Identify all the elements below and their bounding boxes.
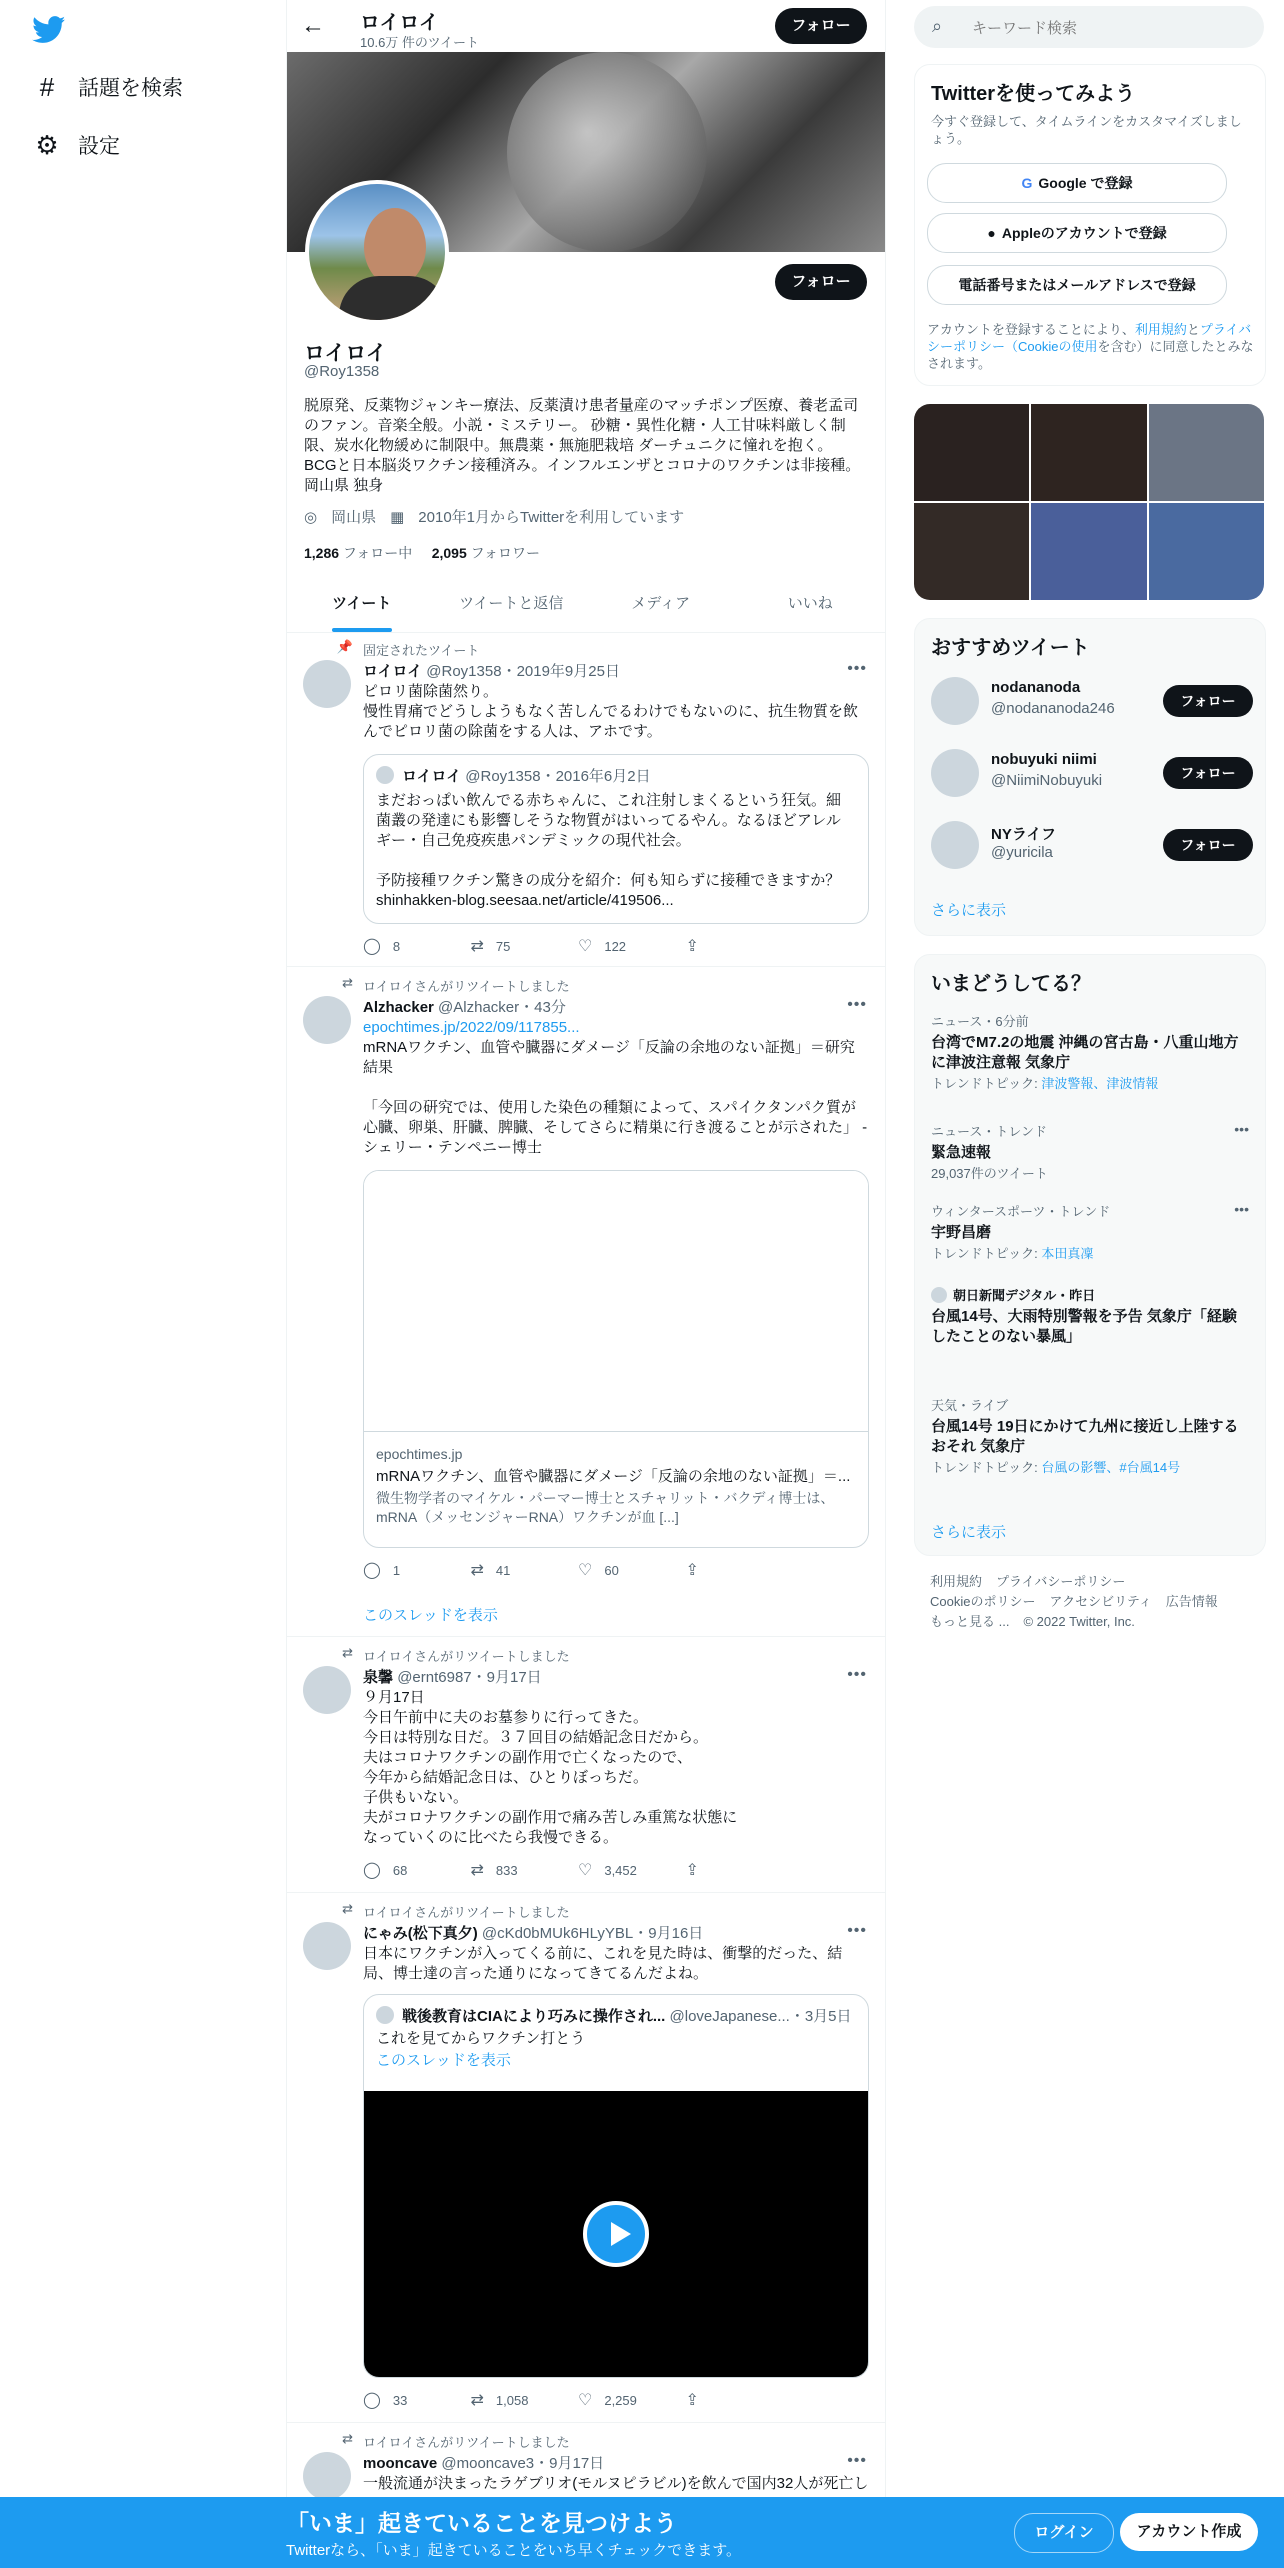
link-card-desc: 微生物学者のマイケル・パーマー博士とスチャリット・バクディ博士は、mRNA（メッセンジャーRNA）ワクチンが血 [...] bbox=[376, 1490, 835, 1525]
tweet-date[interactable]: ・9月16日 bbox=[633, 1925, 704, 1942]
heart-icon: ♡ bbox=[578, 1862, 593, 1879]
media-thumbnail[interactable] bbox=[1149, 503, 1264, 600]
reply-icon: ◯ bbox=[363, 2392, 381, 2409]
trend-item[interactable] bbox=[931, 1395, 1249, 1476]
footer-more-link[interactable]: もっと見る ... bbox=[930, 1614, 1010, 1629]
legal-text: と bbox=[1186, 322, 1200, 337]
reply-icon: ◯ bbox=[363, 1562, 381, 1579]
profile-topbar bbox=[287, 0, 885, 52]
news-source-avatar bbox=[931, 1287, 947, 1303]
heart-icon: ♡ bbox=[578, 1562, 593, 1579]
reply-button[interactable] bbox=[363, 1560, 471, 1580]
tweet-header bbox=[363, 660, 620, 681]
profile-tabs bbox=[287, 578, 885, 633]
retweet-button[interactable] bbox=[471, 936, 579, 956]
footer-link[interactable]: Cookieのポリシー bbox=[930, 1594, 1036, 1609]
trend-category: 天気・ライブ bbox=[931, 1398, 1009, 1413]
footer-link[interactable]: アクセシビリティ bbox=[1049, 1594, 1152, 1609]
pin-icon: 📌 bbox=[336, 639, 353, 654]
link-card[interactable] bbox=[363, 1170, 869, 1548]
tweet-actions bbox=[363, 2390, 793, 2410]
signup-banner bbox=[0, 2497, 1284, 2568]
like-button[interactable] bbox=[578, 1860, 686, 1880]
media-thumbnail[interactable] bbox=[1031, 404, 1146, 501]
tweet-date[interactable]: ・9月17日 bbox=[471, 1669, 542, 1686]
calendar-icon: ▦ bbox=[390, 508, 405, 526]
trend-sub bbox=[931, 1246, 1249, 1262]
profile-avatar[interactable] bbox=[305, 180, 449, 324]
trend-topic-links[interactable]: 本田真凜 bbox=[1041, 1246, 1094, 1261]
reply-button[interactable] bbox=[363, 936, 471, 956]
signup-title: Twitterを使ってみよう bbox=[931, 83, 1136, 105]
trend-sub-label: トレンドトピック: bbox=[931, 1076, 1042, 1091]
tweet-context-text: ロイロイさんがリツイートしました bbox=[363, 979, 570, 994]
nav-settings[interactable] bbox=[34, 130, 120, 160]
trend-title: 宇野昌磨 bbox=[931, 1224, 992, 1241]
legal-text: を含む）に同意したとみなされます。 bbox=[927, 339, 1254, 371]
trend-sub bbox=[931, 1076, 1249, 1092]
retweet-icon: ⇄ bbox=[342, 1645, 353, 1660]
like-count: 3,452 bbox=[604, 1862, 637, 1878]
tweet-header bbox=[363, 1666, 542, 1687]
hashtag-icon: # bbox=[39, 72, 55, 102]
tweet-author-handle: @cKd0bMUk6HLyYBL bbox=[481, 1925, 634, 1942]
tweet-link[interactable]: epochtimes.jp/2022/09/117855... bbox=[363, 1019, 580, 1036]
quote-text: これを見てからワクチン打とう bbox=[376, 2030, 586, 2047]
share-button[interactable] bbox=[686, 1560, 794, 1580]
who-to-follow-title: おすすめツイート bbox=[931, 637, 1090, 659]
tweet-actions bbox=[363, 1560, 793, 1580]
retweet-icon: ⇄ bbox=[470, 1862, 484, 1879]
retweet-icon: ⇄ bbox=[342, 975, 353, 990]
apple-signup-label: Appleのアカウントで登録 bbox=[1001, 225, 1167, 241]
tweet-author-name[interactable]: 泉馨 bbox=[363, 1669, 394, 1686]
link-card-image bbox=[364, 1171, 868, 1432]
left-nav bbox=[0, 0, 286, 2568]
who-to-follow-more-link[interactable]: さらに表示 bbox=[931, 902, 1007, 919]
topbar-follow-button[interactable]: フォロー bbox=[775, 8, 867, 44]
tweet-avatar[interactable] bbox=[303, 2452, 351, 2500]
reply-count: 1 bbox=[392, 1562, 401, 1578]
share-icon: ⇪ bbox=[685, 938, 699, 955]
trend-topic-links[interactable]: 台風の影響、#台風14号 bbox=[1041, 1460, 1181, 1475]
video-player[interactable] bbox=[364, 2091, 868, 2377]
trend-category: ウィンタースポーツ・トレンド bbox=[931, 1204, 1111, 1219]
tweet-text: 日本にワクチンが入ってくる前に、これを見た時は、衝撃的だった、結局、博士達の言った通りになってきてるんだよね。 bbox=[363, 1945, 843, 1982]
apple-signup-button[interactable] bbox=[927, 213, 1227, 253]
main-column bbox=[286, 0, 886, 2568]
tab-media[interactable]: メディア bbox=[631, 595, 691, 612]
quote-date: ・3月5日 bbox=[789, 2008, 852, 2025]
share-button[interactable] bbox=[686, 1860, 794, 1880]
tweet-context bbox=[342, 1901, 570, 1921]
trend-item[interactable] bbox=[931, 1121, 1249, 1182]
trend-source: 朝日新聞デジタル・昨日 bbox=[953, 1288, 1096, 1303]
profile-handle: @Roy1358 bbox=[304, 363, 380, 380]
avatar-head bbox=[364, 208, 426, 286]
retweet-count: 75 bbox=[495, 938, 511, 954]
footer-copyright: © 2022 Twitter, Inc. bbox=[1023, 1614, 1135, 1629]
share-icon: ⇪ bbox=[685, 1862, 699, 1879]
reply-icon: ◯ bbox=[363, 1862, 381, 1879]
profile-joined: 2010年1月からTwitterを利用しています bbox=[418, 509, 685, 526]
trend-sub bbox=[931, 1460, 1249, 1476]
retweet-icon: ⇄ bbox=[342, 1901, 353, 1916]
trends-more-link[interactable]: さらに表示 bbox=[931, 1524, 1007, 1541]
quote-author-handle: @Roy1358 bbox=[465, 768, 541, 785]
who-to-follow-panel bbox=[914, 618, 1266, 936]
signup-desc: 今すぐ登録して、タイムラインをカスタマイズしましょう。 bbox=[931, 114, 1242, 146]
tweet-context bbox=[336, 639, 480, 659]
tweet-text: mRNAワクチン、血管や臓器にダメージ「反論の余地のない証拠」＝研究結果 「今回の研究では、使用した染色の種類によって、スパイクタンパク質が心臓、卵巣、肝臓、脾臓、そしてさらに精巣に行き渡ることが示された」 - シェリー・テンペニー博士 bbox=[363, 1039, 868, 1156]
link-card-domain: epochtimes.jp bbox=[376, 1446, 463, 1462]
twitter-logo-icon[interactable] bbox=[32, 16, 66, 44]
profile-follow-button[interactable]: フォロー bbox=[775, 264, 867, 300]
quote-tweet[interactable] bbox=[363, 754, 869, 924]
retweet-button[interactable] bbox=[471, 1560, 579, 1580]
following-count[interactable]: 1,286 bbox=[304, 545, 340, 561]
terms-link[interactable]: 利用規約 bbox=[1134, 322, 1187, 337]
share-icon: ⇪ bbox=[685, 1562, 699, 1579]
nav-explore[interactable] bbox=[34, 72, 183, 102]
signup-banner-subtitle: Twitterなら、「いま」起きていることをいち早くチェックできます。 bbox=[286, 2542, 742, 2559]
suggested-user-avatar[interactable] bbox=[931, 677, 979, 725]
login-button[interactable]: ログイン bbox=[1014, 2513, 1114, 2553]
trend-topic-links[interactable]: 津波警報、津波情報 bbox=[1041, 1076, 1159, 1091]
trend-title: 台湾でM7.2の地震 沖縄の宮古島・八重山地方に津波注意報 気象庁 bbox=[931, 1034, 1239, 1071]
quote-author-handle: @loveJapanese... bbox=[669, 2008, 790, 2025]
search-box[interactable] bbox=[914, 6, 1264, 48]
quote-header bbox=[376, 2005, 852, 2026]
suggested-user-handle: @NiimiNobuyuki bbox=[991, 772, 1103, 789]
google-signup-label: Google で登録 bbox=[1038, 175, 1133, 191]
tweet-header bbox=[363, 2452, 604, 2473]
tab-likes[interactable]: いいね bbox=[787, 595, 833, 612]
create-account-button[interactable]: アカウント作成 bbox=[1120, 2513, 1258, 2551]
suggested-follow-button[interactable]: フォロー bbox=[1163, 757, 1253, 789]
followers-label: フォロワー bbox=[466, 545, 540, 561]
more-options-icon[interactable]: ••• bbox=[847, 2452, 867, 2469]
trend-title: 台風14号、大雨特別警報を予告 気象庁「経験したことのない暴風」 bbox=[931, 1308, 1237, 1345]
media-grid bbox=[914, 404, 1264, 600]
signup-panel bbox=[914, 64, 1266, 386]
search-icon: ⌕ bbox=[932, 16, 943, 36]
tweet-author-handle: @Roy1358 bbox=[426, 663, 502, 680]
banner-photo bbox=[507, 52, 707, 252]
quote-show-thread-link[interactable]: このスレッドを表示 bbox=[376, 2052, 511, 2069]
footer-link[interactable]: プライバシーポリシー bbox=[996, 1574, 1126, 1589]
tweet-context-text: 固定されたツイート bbox=[363, 643, 480, 658]
avatar-body bbox=[339, 276, 449, 324]
like-button[interactable] bbox=[578, 2390, 686, 2410]
quote-avatar bbox=[376, 2006, 394, 2024]
retweet-icon: ⇄ bbox=[470, 2392, 484, 2409]
like-button[interactable] bbox=[578, 1560, 686, 1580]
tweet-date[interactable]: ・9月17日 bbox=[534, 2455, 605, 2472]
tweet-date[interactable]: ・43分 bbox=[519, 999, 566, 1016]
media-thumbnail[interactable] bbox=[1149, 404, 1264, 501]
trend-title: 台風14号 19日にかけて九州に接近し上陸するおそれ 気象庁 bbox=[931, 1418, 1239, 1455]
search-input[interactable] bbox=[970, 14, 1244, 42]
gear-icon: ⚙ bbox=[35, 130, 59, 160]
tweet-author-handle: @Alzhacker bbox=[438, 999, 520, 1016]
tweet-context-text: ロイロイさんがリツイートしました bbox=[363, 1649, 570, 1664]
retweet-button[interactable] bbox=[471, 1860, 579, 1880]
tweet-text: 一般流通が決まったラゲブリオ(モルヌピラビル)を飲んで国内32人が死亡し bbox=[363, 2475, 869, 2492]
tweet-header bbox=[363, 996, 566, 1017]
signup-banner-title: 「いま」起きていることを見つけよう bbox=[286, 2510, 677, 2536]
retweet-icon: ⇄ bbox=[470, 938, 484, 955]
tweet-avatar[interactable] bbox=[303, 996, 351, 1044]
tweet-item[interactable] bbox=[287, 1636, 885, 1893]
trends-panel bbox=[914, 954, 1266, 1556]
trend-category bbox=[931, 1285, 1249, 1304]
reply-button[interactable] bbox=[363, 2390, 471, 2410]
sidebar-footer bbox=[930, 1572, 1260, 1632]
share-icon: ⇪ bbox=[685, 2392, 699, 2409]
suggested-user-name: nobuyuki niimi bbox=[991, 751, 1097, 768]
tweet-context bbox=[342, 975, 570, 995]
trend-item[interactable] bbox=[931, 1201, 1249, 1262]
trend-sub-label: トレンドトピック: bbox=[931, 1246, 1042, 1261]
tweet-date[interactable]: ・2019年9月25日 bbox=[501, 663, 620, 680]
tweet-actions bbox=[363, 1860, 793, 1880]
suggested-follow-button[interactable]: フォロー bbox=[1163, 685, 1253, 717]
tab-tweets[interactable]: ツイート bbox=[287, 578, 437, 632]
link-card-title: mRNAワクチン、血管や臓器にダメージ「反論の余地のない証拠」＝... bbox=[376, 1468, 851, 1485]
retweet-count: 41 bbox=[495, 1562, 511, 1578]
nav-settings-label: 設定 bbox=[78, 135, 120, 158]
google-signup-button[interactable] bbox=[927, 163, 1227, 203]
suggested-user-avatar[interactable] bbox=[931, 821, 979, 869]
google-icon: G bbox=[1021, 175, 1033, 191]
suggested-user[interactable] bbox=[931, 817, 1253, 873]
trend-category: ニュース・6分前 bbox=[931, 1014, 1029, 1029]
tweet-context bbox=[342, 1645, 570, 1665]
suggested-user-handle: @nodananoda246 bbox=[991, 700, 1115, 717]
topbar-tweet-count: 10.6万 件のツイート bbox=[360, 35, 480, 50]
like-count: 122 bbox=[604, 938, 627, 954]
tweet-item[interactable] bbox=[287, 1892, 885, 2423]
reply-button[interactable] bbox=[363, 1860, 471, 1880]
following-label: フォロー中 bbox=[339, 545, 413, 561]
footer-link[interactable]: 広告情報 bbox=[1165, 1594, 1218, 1609]
reply-count: 33 bbox=[392, 2392, 408, 2408]
topbar-name: ロイロイ bbox=[360, 12, 439, 34]
share-button[interactable] bbox=[686, 936, 794, 956]
profile-meta bbox=[304, 506, 698, 527]
tweet-author-name[interactable]: にゃみ(松下真夕) bbox=[363, 1925, 478, 1942]
back-arrow-icon[interactable]: ← bbox=[301, 12, 325, 39]
tweet-actions bbox=[363, 936, 793, 956]
like-count: 60 bbox=[604, 1562, 619, 1578]
retweet-count: 833 bbox=[495, 1862, 518, 1878]
trend-item[interactable] bbox=[931, 1011, 1249, 1092]
share-button[interactable] bbox=[686, 2390, 794, 2410]
profile-bio: 脱原発、反薬物ジャンキー療法、反薬漬け患者量産のマッチポンプ医療、養老孟司のファン。音楽全般。小説・ミステリー。 砂糖・異性化糖・人工甘味料厳しく制限、炭水化物緩めに制限中。無農薬・無施肥栽培 ダーチュニクに憧れを抱く。 BCGと日本脳炎ワクチン接種済み。インフルエンザとコロナのワクチンは非接種。 岡山県 独身 bbox=[304, 397, 861, 494]
profile-location: 岡山県 bbox=[331, 509, 377, 526]
suggested-user[interactable] bbox=[931, 745, 1253, 801]
trend-category: ニュース・トレンド bbox=[931, 1124, 1048, 1139]
legal-text: アカウントを登録することにより、 bbox=[927, 322, 1135, 337]
tweet-item[interactable] bbox=[287, 966, 885, 1637]
like-button[interactable] bbox=[578, 936, 686, 956]
retweet-icon: ⇄ bbox=[470, 1562, 484, 1579]
suggested-user-handle: @yuricila bbox=[991, 844, 1053, 861]
more-options-icon[interactable]: ••• bbox=[847, 996, 867, 1013]
quote-avatar bbox=[376, 766, 394, 784]
more-options-icon[interactable]: ••• bbox=[1234, 1201, 1249, 1217]
email-signup-label: 電話番号またはメールアドレスで登録 bbox=[958, 277, 1196, 293]
nav-explore-label: 話題を検索 bbox=[78, 77, 183, 100]
profile-name: ロイロイ bbox=[304, 342, 387, 365]
tweet-context bbox=[342, 2431, 570, 2451]
show-thread-link[interactable]: このスレッドを表示 bbox=[363, 1607, 498, 1624]
quote-text: まだおっぱい飲んでる赤ちゃんに、これ注射しまくるという狂気。細菌叢の発達にも影響しそうな物質がはいってるやん。なるほどアレルギー・自己免疫疾患パンデミックの現代社会。 予防接種ワクチン驚きの成分を紹介：何も知らずに接種できますか？ shinhakken-blog.seesaa.net/article/419506... bbox=[376, 792, 842, 909]
tweet-avatar[interactable] bbox=[303, 1922, 351, 1970]
trends-title: いまどうしてる？ bbox=[931, 973, 1091, 995]
more-options-icon[interactable]: ••• bbox=[847, 1666, 867, 1683]
right-sidebar bbox=[914, 0, 1264, 2568]
trend-sub: 29,037件のツイート bbox=[931, 1166, 1048, 1181]
trend-title: 緊急速報 bbox=[931, 1144, 992, 1161]
tweet-header bbox=[363, 1922, 703, 1943]
tweet-item[interactable] bbox=[287, 632, 885, 967]
tweet-text: ９月17日 今日午前中に夫のお墓参りに行ってきた。 今日は特別な日だ。３７回目の結婚記念日だから。 夫はコロナワクチンの副作用で亡くなったので、 今年から結婚記念日は、ひとりぼっちだ。 子供もいない。 夫がコロナワクチンの副作用で痛み苦しみ重篤な状態に なっていくのに比べたら我慢できる。 bbox=[363, 1689, 738, 1846]
signup-legal bbox=[927, 321, 1257, 372]
play-icon[interactable] bbox=[583, 2201, 649, 2267]
media-thumbnail[interactable] bbox=[914, 503, 1029, 600]
quote-tweet[interactable] bbox=[363, 1994, 869, 2378]
follow-stats bbox=[304, 543, 540, 563]
tweet-text: ピロリ菌除菌然り。 慢性胃痛でどうしようもなく苦しんでるわけでもないのに、抗生物質を飲んでピロリ菌の除菌をする人は、アホです。 bbox=[363, 683, 859, 740]
heart-icon: ♡ bbox=[578, 938, 593, 955]
suggested-user-name: nodananoda bbox=[991, 679, 1081, 696]
heart-icon: ♡ bbox=[578, 2392, 593, 2409]
suggested-user[interactable] bbox=[931, 673, 1253, 729]
tab-tweets-replies[interactable]: ツイートと返信 bbox=[459, 595, 564, 612]
trend-sub-label: トレンドトピック: bbox=[931, 1460, 1042, 1475]
reply-count: 68 bbox=[392, 1862, 408, 1878]
privacy-link[interactable]: プライバシーポリシー（Cookieの使用 bbox=[927, 322, 1252, 354]
retweet-button[interactable] bbox=[471, 2390, 579, 2410]
suggested-user-name: NYライフ bbox=[991, 826, 1056, 843]
location-icon: ◎ bbox=[304, 508, 318, 526]
tweet-avatar[interactable] bbox=[303, 660, 351, 708]
reply-count: 8 bbox=[392, 938, 401, 954]
tweet-author-name[interactable]: mooncave bbox=[363, 2455, 438, 2472]
quote-author-name: ロイロイ bbox=[402, 768, 462, 785]
media-thumbnail[interactable] bbox=[914, 404, 1029, 501]
tweet-author-name[interactable]: ロイロイ bbox=[363, 663, 423, 680]
suggested-user-avatar[interactable] bbox=[931, 749, 979, 797]
suggested-follow-button[interactable]: フォロー bbox=[1163, 829, 1253, 861]
email-signup-button[interactable] bbox=[927, 265, 1227, 305]
retweet-count: 1,058 bbox=[495, 2392, 529, 2408]
retweet-icon: ⇄ bbox=[342, 2431, 353, 2446]
tweet-context-text: ロイロイさんがリツイートしました bbox=[363, 2435, 570, 2450]
quote-date: ・2016年6月2日 bbox=[540, 768, 651, 785]
trend-item[interactable] bbox=[931, 1285, 1249, 1347]
tweet-author-handle: @mooncave3 bbox=[441, 2455, 535, 2472]
reply-icon: ◯ bbox=[363, 938, 381, 955]
more-options-icon[interactable]: ••• bbox=[1234, 1121, 1249, 1137]
more-options-icon[interactable]: ••• bbox=[847, 660, 867, 677]
more-options-icon[interactable]: ••• bbox=[847, 1922, 867, 1939]
tweet-avatar[interactable] bbox=[303, 1666, 351, 1714]
quote-header bbox=[376, 765, 651, 786]
followers-count[interactable]: 2,095 bbox=[431, 545, 467, 561]
quote-author-name: 戦後教育はCIAにより巧みに操作され... bbox=[402, 2008, 666, 2025]
tweet-context-text: ロイロイさんがリツイートしました bbox=[363, 1905, 570, 1920]
tweet-author-handle: @ernt6987 bbox=[397, 1669, 472, 1686]
like-count: 2,259 bbox=[604, 2392, 637, 2408]
apple-icon: ● bbox=[987, 225, 996, 241]
tweet-author-name[interactable]: Alzhacker bbox=[363, 999, 434, 1016]
footer-link[interactable]: 利用規約 bbox=[930, 1574, 983, 1589]
media-thumbnail[interactable] bbox=[1031, 503, 1146, 600]
